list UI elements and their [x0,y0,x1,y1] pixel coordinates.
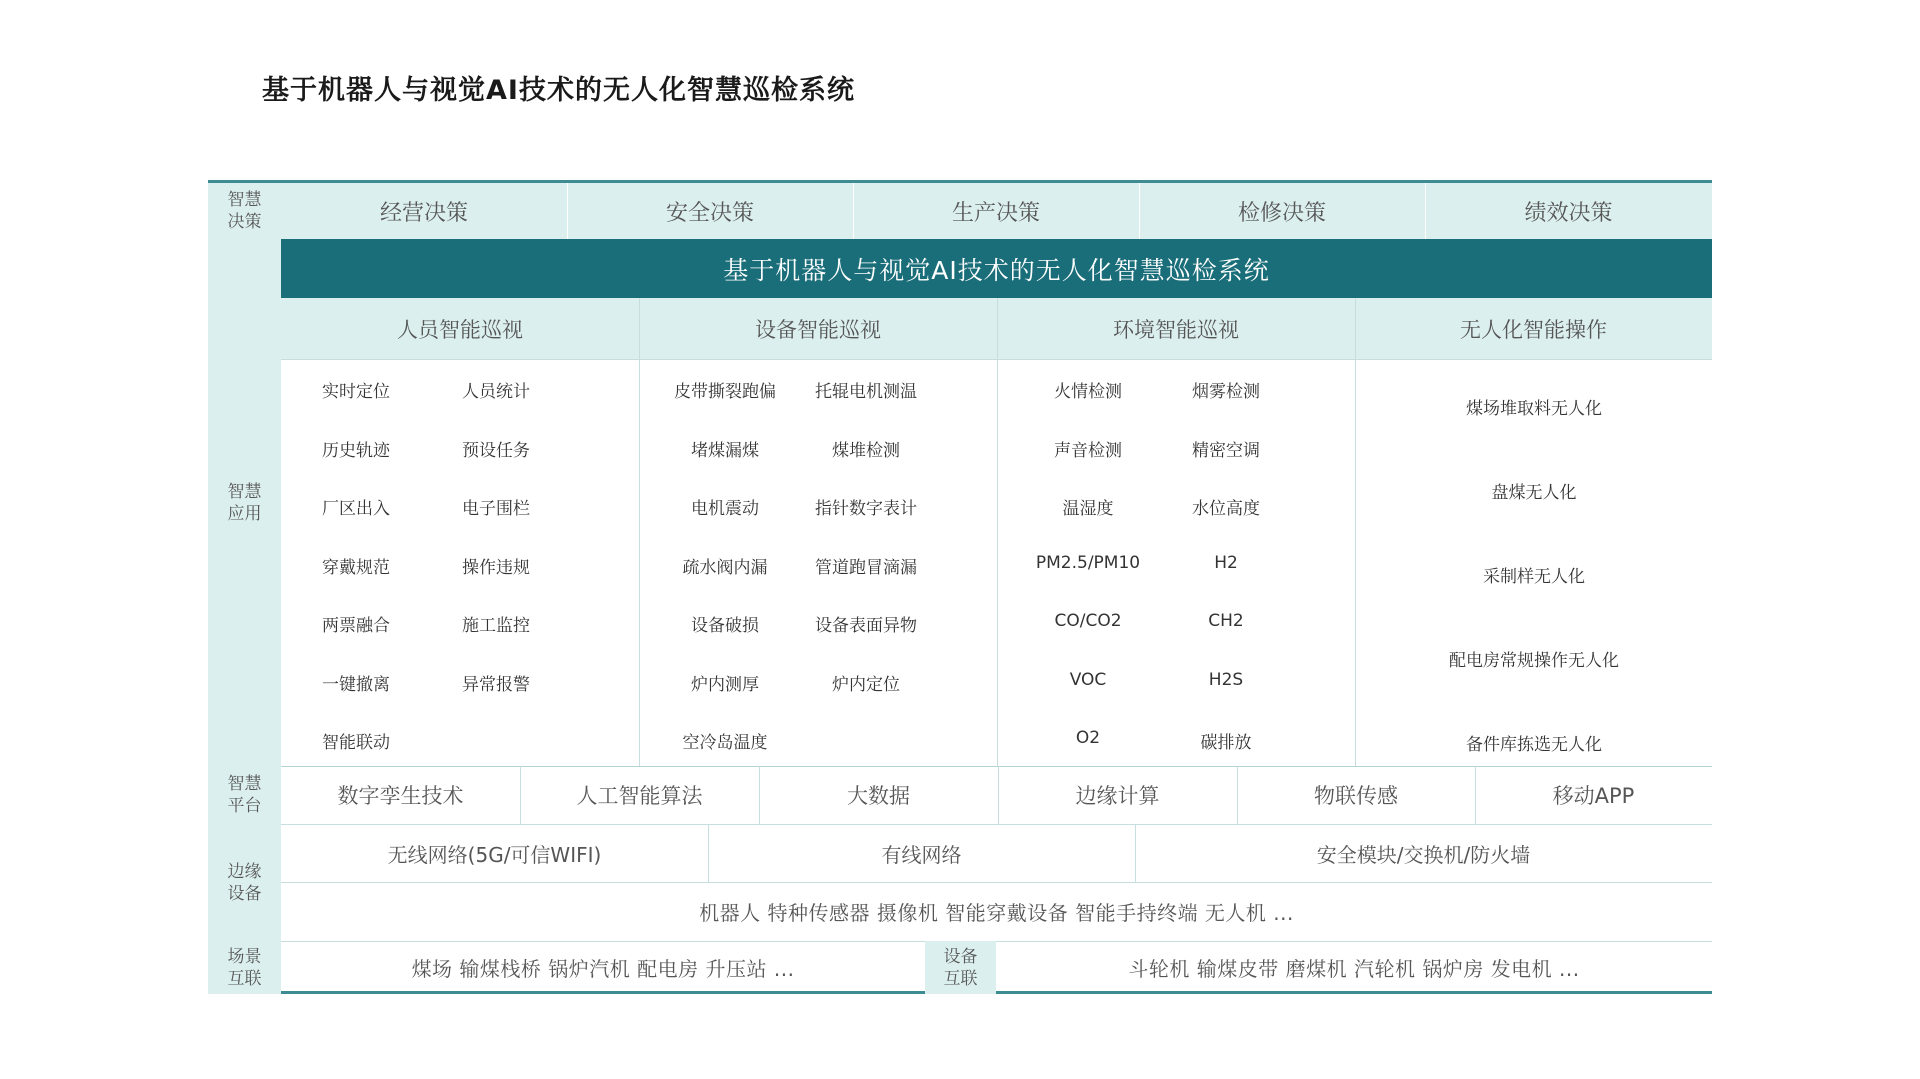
unmanned-item: 采制样无人化 [1483,567,1585,587]
section-label-application [208,239,281,766]
divider [1475,766,1476,824]
personnel-item: 异常报警 [462,674,530,695]
architecture-diagram [208,180,1712,994]
platform-item: 边缘计算 [1075,784,1160,808]
equipment-item: 设备破损 [691,616,759,637]
personnel-item: 两票融合 [322,616,390,637]
divider [1135,824,1136,882]
personnel-item: 电子围栏 [462,499,530,520]
network-wired: 有线网络 [881,842,962,867]
divider [1355,298,1356,766]
environment-item: 火情检测 [1054,382,1122,403]
divider [997,298,998,766]
unmanned-item: 盘煤无人化 [1491,483,1577,503]
equipment-item: 煤堆检测 [832,440,900,461]
platform-item: 移动APP [1552,784,1635,808]
category-personnel: 人员智能巡视 [397,317,523,342]
personnel-item: 施工监控 [462,616,530,637]
equipment-item: 托辊电机测温 [815,382,917,403]
equipment-item: 管道跑冒滴漏 [815,557,917,578]
divider [520,766,521,824]
section-label-platform [208,766,281,824]
unmanned-item: 备件库拣选无人化 [1466,735,1602,755]
network-security: 安全模块/交换机/防火墙 [1316,842,1531,867]
section-label-text: 边缘 设备 [227,861,262,904]
personnel-item: 操作违规 [462,557,530,578]
personnel-item: 穿戴规范 [322,557,390,578]
environment-item: H2 [1214,552,1238,573]
divider [708,824,709,882]
equipment-item: 炉内定位 [832,674,900,695]
equipment-item: 疏水阀内漏 [682,557,768,578]
section-label-text: 场景 互联 [227,946,262,989]
decision-item: 安全决策 [665,200,754,226]
divider [639,298,640,766]
personnel-item: 一键撤离 [322,674,390,695]
divider [759,766,760,824]
environment-item: H2S [1208,669,1244,690]
decision-item: 经营决策 [379,200,468,226]
unmanned-item: 煤场堆取料无人化 [1466,399,1602,419]
decision-item: 检修决策 [1237,200,1326,226]
unmanned-item: 配电房常规操作无人化 [1449,651,1619,671]
scene-list: 煤场 输煤栈桥 锅炉汽机 配电房 升压站 ... [411,957,795,981]
platform-item: 数字孪生技术 [337,784,464,808]
personnel-item: 厂区出入 [322,499,390,520]
divider [1237,766,1238,824]
decision-item: 生产决策 [951,200,1040,226]
environment-item: 烟雾检测 [1192,382,1260,403]
divider [281,359,1712,360]
equipment-item: 堵煤漏煤 [691,440,759,461]
environment-item: 精密空调 [1192,440,1260,461]
device-list: 斗轮机 输煤皮带 磨煤机 汽轮机 锅炉房 发电机 ... [1128,957,1580,981]
equipment-item: 指针数字表计 [815,499,917,520]
environment-item: O2 [1075,728,1101,749]
environment-item: PM2.5/PM10 [1035,552,1141,573]
decision-item: 绩效决策 [1524,200,1613,226]
platform-item: 人工智能算法 [576,784,703,808]
environment-item: 声音检测 [1054,440,1122,461]
equipment-item: 皮带撕裂跑偏 [674,382,776,403]
device-interconnect-label [925,941,996,994]
section-label-text: 智慧 应用 [227,481,262,524]
personnel-item: 实时定位 [322,382,390,403]
section-label-text: 智慧 平台 [227,774,262,816]
equipment-item: 电机震动 [691,499,759,520]
page-title: 基于机器人与视觉AI技术的无人化智慧巡检系统 [262,75,855,106]
equipment-item: 设备表面异物 [815,616,917,637]
edge-devices: 机器人 特种传感器 摄像机 智能穿戴设备 智能手持终端 无人机 ... [699,901,1294,925]
divider [567,183,568,239]
section-label-edge [208,824,281,941]
environment-item: VOC [1069,669,1107,690]
divider [998,766,999,824]
section-label-scene [208,941,281,994]
personnel-item: 历史轨迹 [322,440,390,461]
section-label-decision [208,183,281,239]
environment-item: CH2 [1208,611,1244,632]
platform-item: 物联传感 [1314,784,1398,808]
equipment-item: 空冷岛温度 [682,733,768,754]
platform-item: 大数据 [847,784,910,808]
device-interconnect-text: 设备 互联 [943,946,978,989]
category-equipment: 设备智能巡视 [755,317,881,342]
environment-item: CO/CO2 [1054,611,1122,632]
system-banner: 基于机器人与视觉AI技术的无人化智慧巡检系统 [281,239,1712,298]
section-label-text: 智慧 决策 [227,190,262,232]
personnel-item: 人员统计 [462,382,530,403]
personnel-item: 智能联动 [322,733,390,754]
divider [1139,183,1140,239]
category-environment: 环境智能巡视 [1113,317,1239,342]
network-wireless: 无线网络(5G/可信WIFI) [387,842,602,867]
divider [1425,183,1426,239]
divider [853,183,854,239]
environment-item: 碳排放 [1200,733,1252,754]
equipment-item: 炉内测厚 [691,674,759,695]
environment-item: 温湿度 [1062,499,1114,520]
personnel-item: 预设任务 [462,440,530,461]
environment-item: 水位高度 [1192,499,1260,520]
category-unmanned: 无人化智能操作 [1460,317,1607,342]
